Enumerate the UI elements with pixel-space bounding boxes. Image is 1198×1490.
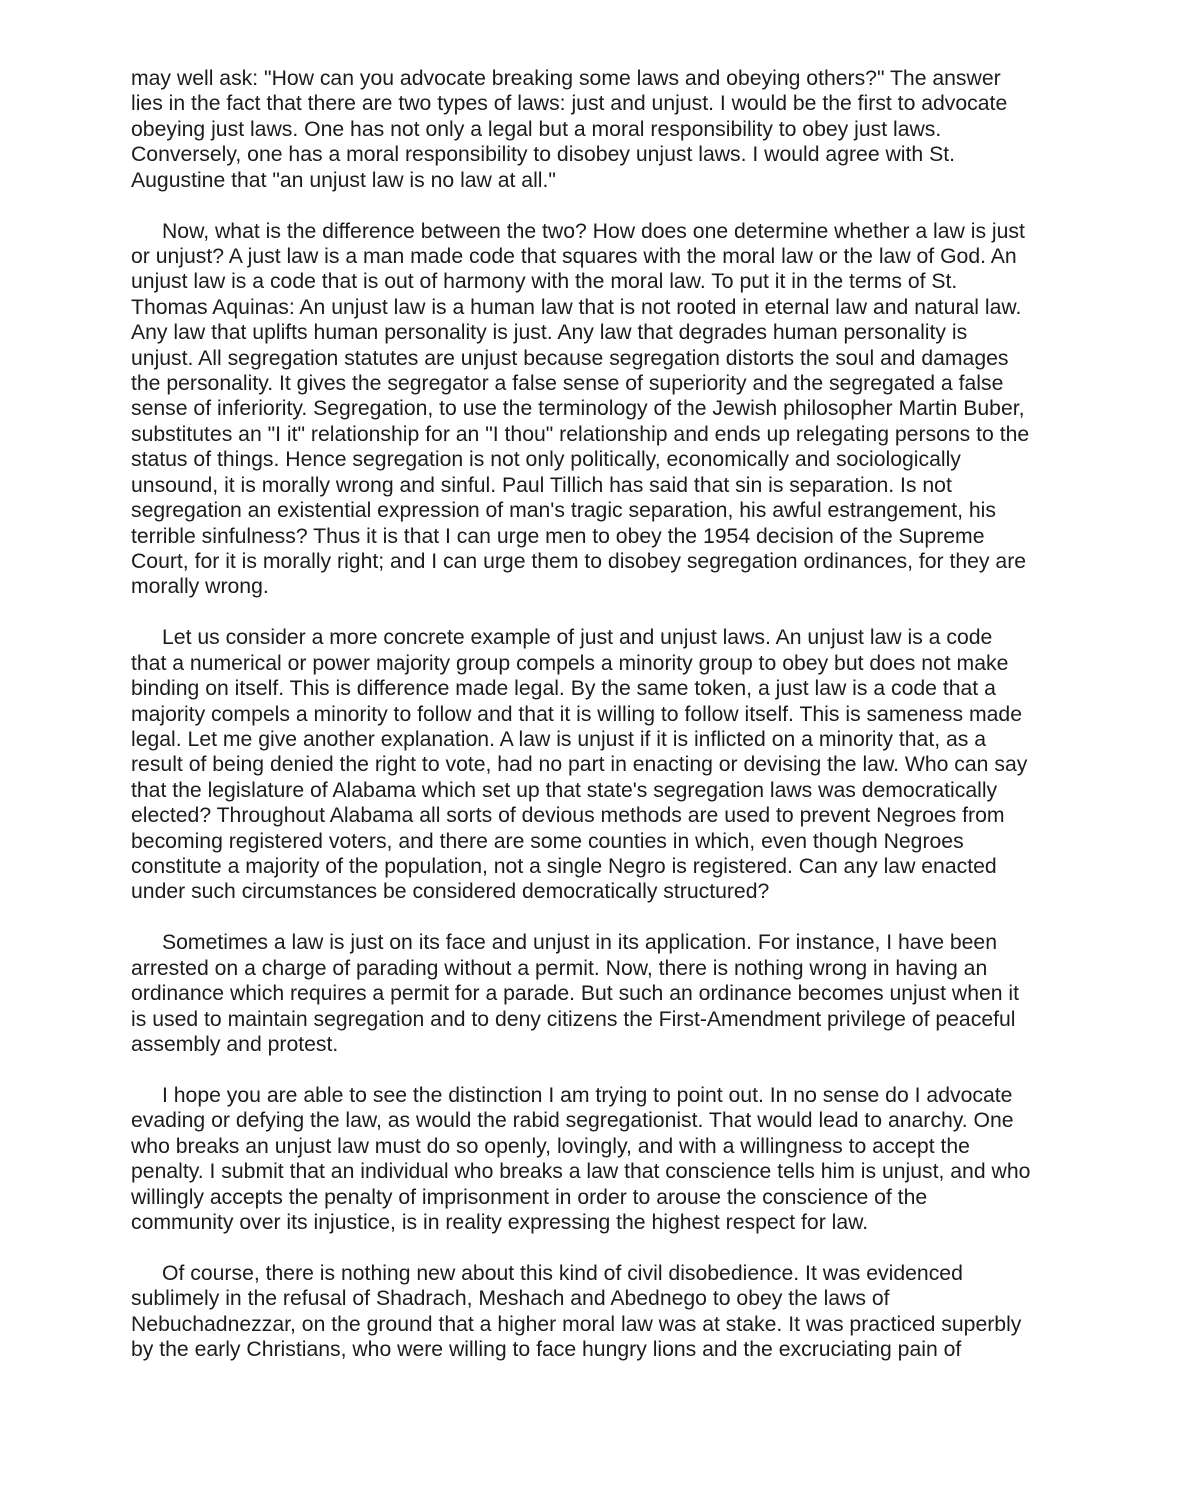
- paragraph: [131, 930, 1076, 1057]
- text-line: substitutes an "I it" relationship for an "I thou" relationship and ends up relegating persons to the: [131, 422, 1030, 446]
- text-line: obeying just laws. One has not only a legal but a moral responsibility to obey just laws.: [131, 117, 942, 141]
- text-line: becoming registered voters, and there are some counties in which, even though Negroes: [131, 829, 964, 853]
- text-line: Augustine that "an unjust law is no law at all.": [131, 168, 556, 192]
- text-line: the personality. It gives the segregator a false sense of superiority and the segregated a false: [131, 372, 1004, 396]
- paragraph: [131, 625, 1076, 904]
- text-line: unsound, it is morally wrong and sinful. Paul Tillich has said that sin is separation. Is not: [131, 473, 952, 497]
- text-line: is used to maintain segregation and to deny citizens the First-Amendment privilege of peaceful: [131, 1007, 1016, 1031]
- text-line: status of things. Hence segregation is not only politically, economically and sociologically: [131, 448, 961, 472]
- text-line: or unjust? A just law is a man made code that squares with the moral law or the law of God. An: [131, 245, 1017, 269]
- text-line: Conversely, one has a moral responsibility to disobey unjust laws. I would agree with St.: [131, 143, 955, 167]
- paragraph: [131, 1083, 1076, 1235]
- text-line: by the early Christians, who were willing to face hungry lions and the excruciating pain of: [131, 1338, 962, 1362]
- paragraph: [131, 219, 1076, 600]
- text-line: Let us consider a more concrete example of just and unjust laws. An unjust law is a code: [162, 626, 993, 650]
- text-line: morally wrong.: [131, 575, 269, 599]
- text-line: sublimely in the refusal of Shadrach, Meshach and Abednego to obey the laws of: [131, 1287, 890, 1311]
- text-line: elected? Throughout Alabama all sorts of devious methods are used to prevent Negroes from: [131, 804, 1005, 828]
- text-line: Court, for it is morally right; and I can urge them to disobey segregation ordinances, for they are: [131, 549, 1027, 573]
- text-line: that the legislature of Alabama which set up that state's segregation laws was democratically: [131, 778, 998, 802]
- text-line: lies in the fact that there are two types of laws: just and unjust. I would be the first to advocate: [131, 92, 1008, 116]
- text-line: under such circumstances be considered democratically structured?: [131, 880, 770, 904]
- paragraph: [131, 1261, 1076, 1363]
- text-line: penalty. I submit that an individual who breaks a law that conscience tells him is unjust, and who: [131, 1160, 1031, 1184]
- text-line: assembly and protest.: [131, 1033, 339, 1056]
- text-line: arrested on a charge of parading without a permit. Now, there is nothing wrong in having an: [131, 956, 988, 980]
- text-line: that a numerical or power majority group compels a minority group to obey but does not make: [131, 651, 1009, 675]
- text-line: Nebuchadnezzar, on the ground that a higher moral law was at stake. It was practiced superbly: [131, 1312, 1022, 1336]
- text-line: Now, what is the difference between the two? How does one determine whether a law is just: [162, 219, 1025, 243]
- text-line: binding on itself. This is difference made legal. By the same token, a just law is a code that a: [131, 677, 996, 701]
- text-line: result of being denied the right to vote, had no part in enacting or devising the law. Who can say: [131, 753, 1028, 777]
- text-line: Of course, there is nothing new about this kind of civil disobedience. It was evidenced: [162, 1262, 963, 1286]
- text-line: majority compels a minority to follow and that it is willing to follow itself. This is sameness made: [131, 702, 1023, 726]
- text-line: unjust law is a code that is out of harmony with the moral law. To put it in the terms of St.: [131, 270, 958, 294]
- text-line: unjust. All segregation statutes are unjust because segregation distorts the soul and damages: [131, 346, 1009, 370]
- text-line: I hope you are able to see the distinction I am trying to point out. In no sense do I advocate: [162, 1084, 1013, 1107]
- text-line: terrible sinfulness? Thus it is that I can urge men to obey the 1954 decision of the Supreme: [131, 524, 985, 548]
- text-line: Thomas Aquinas: An unjust law is a human law that is not rooted in eternal law and natural law.: [131, 295, 1022, 319]
- text-line: willingly accepts the penalty of imprisonment in order to arouse the conscience of the: [131, 1185, 928, 1209]
- text-line: who breaks an unjust law must do so openly, lovingly, and with a willingness to accept the: [131, 1134, 970, 1158]
- text-line: evading or defying the law, as would the rabid segregationist. That would lead to anarchy. One: [131, 1109, 1014, 1133]
- text-line: sense of inferiority. Segregation, to use the terminology of the Jewish philosopher Martin Buber,: [131, 397, 1025, 421]
- text-line: Sometimes a law is just on its face and unjust in its application. For instance, I have been: [162, 931, 997, 955]
- text-line: community over its injustice, is in reality expressing the highest respect for law.: [131, 1211, 869, 1235]
- text-line: legal. Let me give another explanation. A law is unjust if it is inflicted on a minority that, as a: [131, 727, 987, 751]
- text-line: segregation an existential expression of man's tragic separation, his awful estrangement, his: [131, 499, 996, 523]
- text-line: constitute a majority of the population, not a single Negro is registered. Can any law enacted: [131, 854, 997, 878]
- text-line: ordinance which requires a permit for a parade. But such an ordinance becomes unjust when it: [131, 982, 1020, 1006]
- text-line: Any law that uplifts human personality is just. Any law that degrades human personality is: [131, 321, 968, 345]
- paragraph: [131, 66, 1076, 193]
- document-page: [131, 66, 1076, 1363]
- text-line: may well ask: "How can you advocate breaking some laws and obeying others?" The answer: [131, 67, 1001, 90]
